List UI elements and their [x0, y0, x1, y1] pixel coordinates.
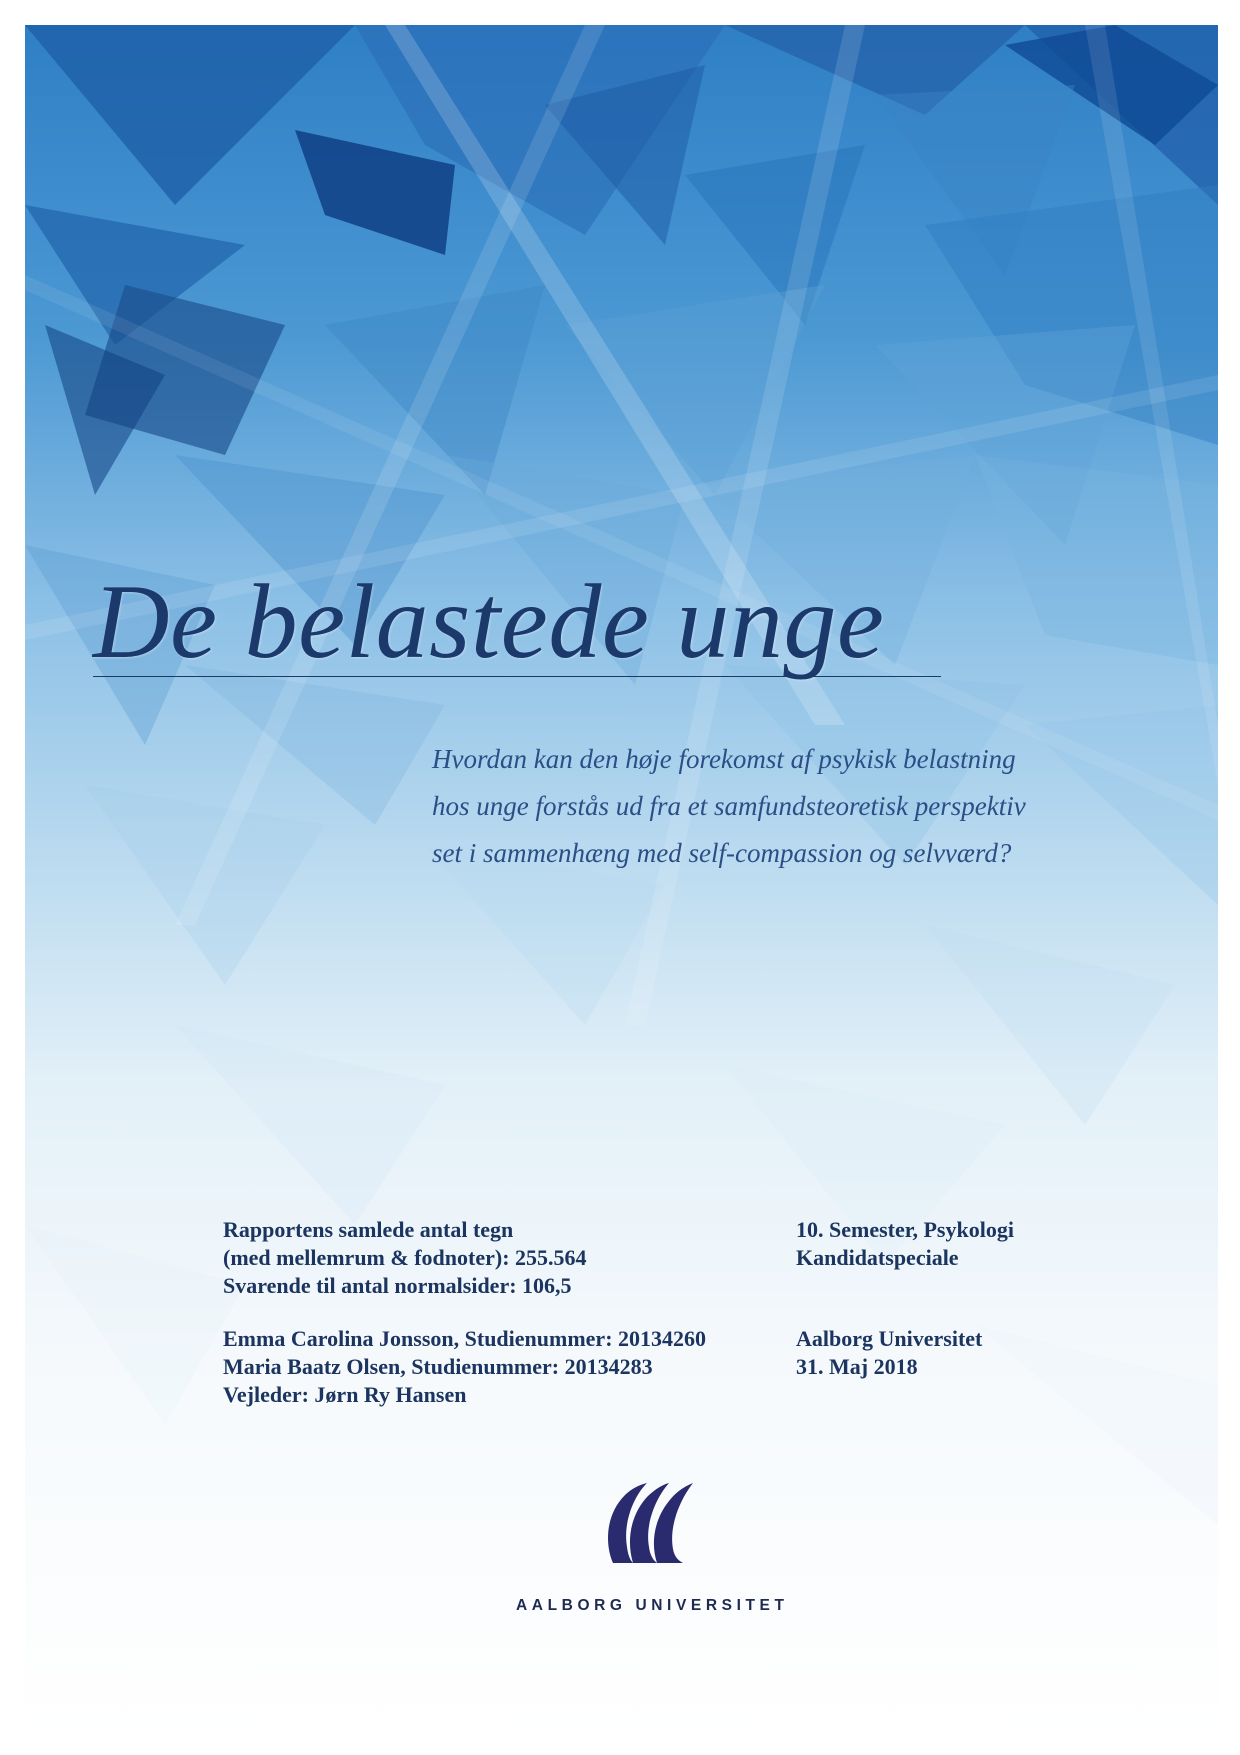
aau-wave-logo-icon: [603, 1475, 699, 1571]
university-line: Aalborg Universitet: [796, 1326, 983, 1351]
date-line: 31. Maj 2018: [796, 1354, 918, 1379]
institution-block: [796, 1325, 982, 1381]
supervisor-line: Vejleder: Jørn Ry Hansen: [223, 1382, 467, 1407]
info-line: Svarende til antal normalsider: 106,5: [223, 1273, 572, 1298]
semester-block: [796, 1216, 1014, 1272]
thesis-type-line: Kandidatspeciale: [796, 1245, 959, 1270]
question-line: Hvordan kan den høje forekomst af psykisk belastning: [432, 744, 1016, 774]
author-line: Maria Baatz Olsen, Studienummer: 20134283: [223, 1354, 653, 1379]
info-line: Rapportens samlede antal tegn: [223, 1217, 514, 1242]
research-question: [432, 736, 1132, 877]
author-line: Emma Carolina Jonsson, Studienummer: 20134260: [223, 1326, 707, 1351]
question-line: hos unge forstås ud fra et samfundsteoretisk perspektiv: [432, 791, 1026, 821]
info-line: (med mellemrum & fodnoter): 255.564: [223, 1245, 587, 1270]
document-title: De belastede unge: [93, 563, 885, 680]
character-count-block: [223, 1216, 587, 1300]
university-wordmark: AALBORG UNIVERSITET: [516, 1597, 789, 1614]
authors-block: [223, 1325, 706, 1409]
question-line: set i sammenhæng med self-compassion og selvværd?: [432, 838, 1012, 868]
semester-line: 10. Semester, Psykologi: [796, 1217, 1014, 1242]
title-underline: [93, 676, 941, 677]
